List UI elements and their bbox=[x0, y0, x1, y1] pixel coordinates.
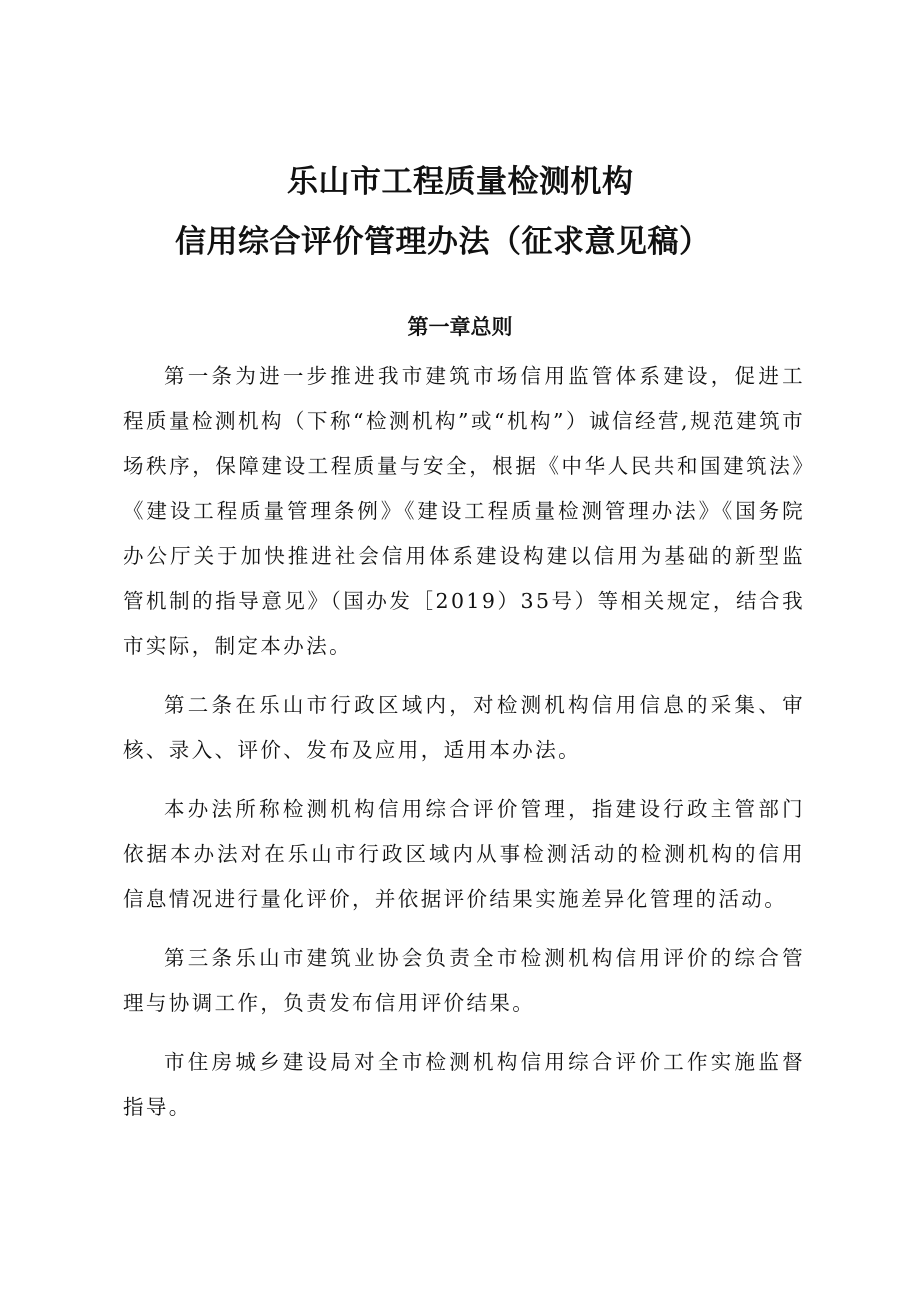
paragraph-article-3: 第三条乐山市建筑业协会负责全市检测机构信用评价的综合管理与协调工作，负责发布信用评价结果。 bbox=[123, 946, 805, 1015]
document-body bbox=[123, 354, 805, 1144]
document-title-line-1: 乐山市工程质量检测机构 bbox=[287, 164, 634, 200]
document-title-line-2: 信用综合评价管理办法（征求意见稿） bbox=[175, 224, 711, 260]
paragraph-article-2: 第二条在乐山市行政区域内，对检测机构信用信息的采集、审核、录入、评价、发布及应用，适用本办法。 bbox=[123, 693, 805, 762]
paragraph-definition: 本办法所称检测机构信用综合评价管理，指建设行政主管部门依据本办法对在乐山市行政区域内从事检测活动的检测机构的信用信息情况进行量化评价，并依据评价结果实施差异化管理的活动。 bbox=[123, 797, 805, 911]
paragraph-supervision: 市住房城乡建设局对全市检测机构信用综合评价工作实施监督指导。 bbox=[123, 1050, 805, 1119]
paragraph-article-1: 第一条为进一步推进我市建筑市场信用监管体系建设，促进工程质量检测机构（下称“检测机构”或“机构”）诚信经营,规范建筑市场秩序，保障建设工程质量与安全，根据《中华人民共和国建筑法》《建设工程质量管理条例》《建设工程质量检测管理办法》《国务院办公厅关于加快推进社会信用体系建设构建以信用为基础的新型监管机制的指导意见》（国办发［2019）35号）等相关规定，结合我市实际，制定本办法。 bbox=[123, 364, 805, 658]
chapter-heading: 第一章总则 bbox=[407, 315, 513, 339]
